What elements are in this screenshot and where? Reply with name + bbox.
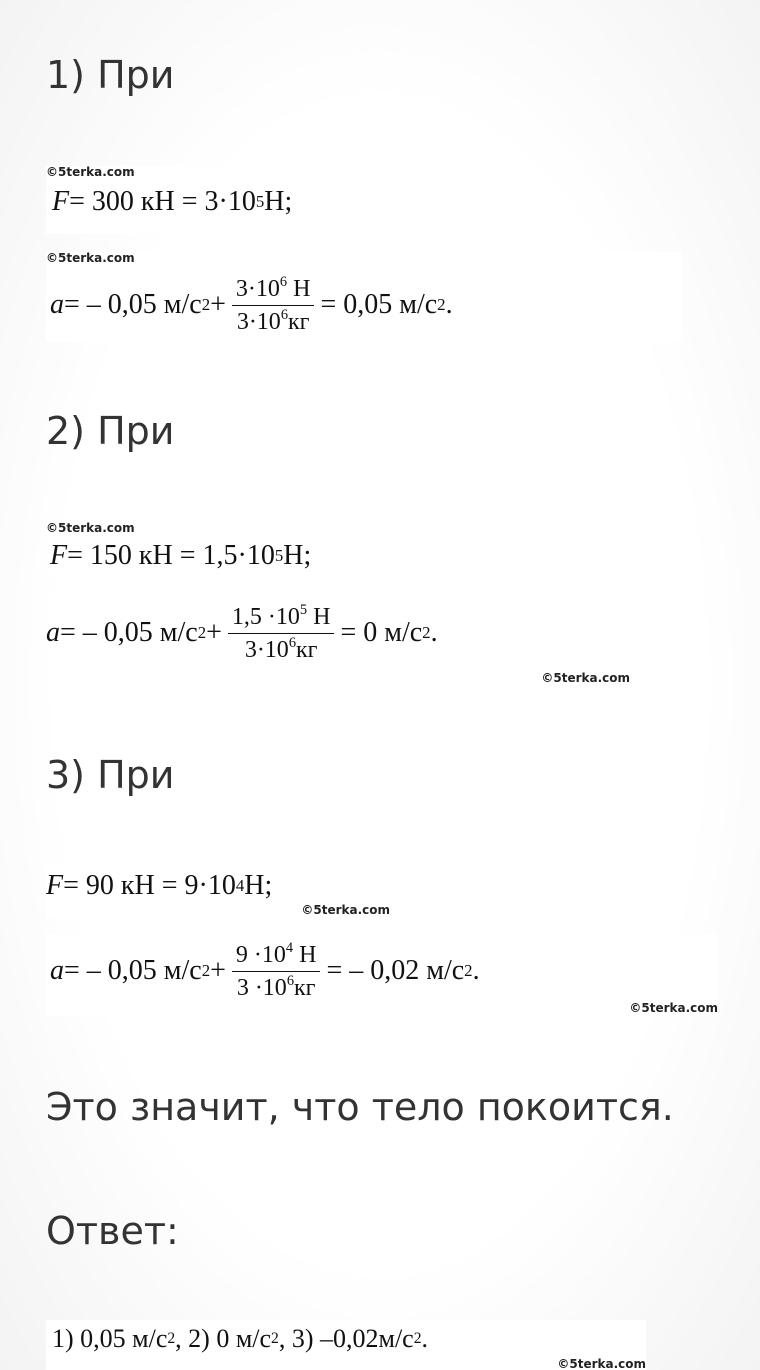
watermark: ©5terka.com (541, 671, 630, 685)
watermark: ©5terka.com (301, 903, 390, 917)
force-equation-2: F = 150 кН = 1,5·10 5 Н; (50, 540, 312, 571)
fraction: $\frac{9 \cdot 10^4 Н}{3 \cdot 10^6кг}$ (232, 943, 321, 1000)
heading-case-3: 3) При (46, 753, 175, 797)
formula-image-answer (46, 1320, 646, 1370)
heading-case-2: 2) При (46, 409, 175, 453)
force-equation-3: F = 90 кН = 9·10 4 Н; (46, 870, 273, 901)
watermark: ©5terka.com (46, 252, 135, 265)
formula-image-accel-1 (46, 252, 682, 342)
conclusion-text: Это значит, что тело покоится. (46, 1085, 674, 1129)
watermark: ©5terka.com (629, 1001, 718, 1015)
accel-equation-3: a = – 0,05 м/с 2 + $\frac{9 \cdot 10^4 Н}{3 \cdot 10^6кг}$ = – 0,02 м/с 2 . (50, 939, 480, 1001)
formula-image-accel-2 (46, 592, 630, 686)
answer-label: Ответ: (46, 1209, 179, 1253)
answer-equation: 1) 0,05 м/с 2 , 2) 0 м/с 2 , 3) –0,02м/с 2 . (52, 1324, 429, 1353)
heading-case-1: 1) При (46, 53, 175, 97)
accel-equation-1: a = – 0,05 м/с 2 + $\frac{3\cdot 10^6 Н}{3\cdot 10^6кг}$ = 0,05 м/с 2 . (50, 273, 453, 335)
accel-equation-2: a = – 0,05 м/с 2 + $\frac{1,5 \cdot 10^5 Н}{3\cdot 10^6кг}$ = 0 м/с 2 . (46, 601, 438, 663)
fraction: $\frac{1,5 \cdot 10^5 Н}{3\cdot 10^6кг}$ (228, 605, 335, 662)
watermark: ©5terka.com (557, 1357, 646, 1370)
formula-image-force-2 (46, 522, 454, 576)
force-equation-1: F = 300 кН = 3·10 5 Н; (52, 186, 293, 217)
formula-image-force-1 (46, 166, 422, 234)
fraction: $\frac{3\cdot 10^6 Н}{3\cdot 10^6кг}$ (232, 277, 315, 334)
formula-image-accel-3 (46, 934, 718, 1016)
watermark: ©5terka.com (46, 522, 135, 535)
formula-image-force-3 (46, 866, 390, 918)
watermark: ©5terka.com (46, 166, 135, 179)
